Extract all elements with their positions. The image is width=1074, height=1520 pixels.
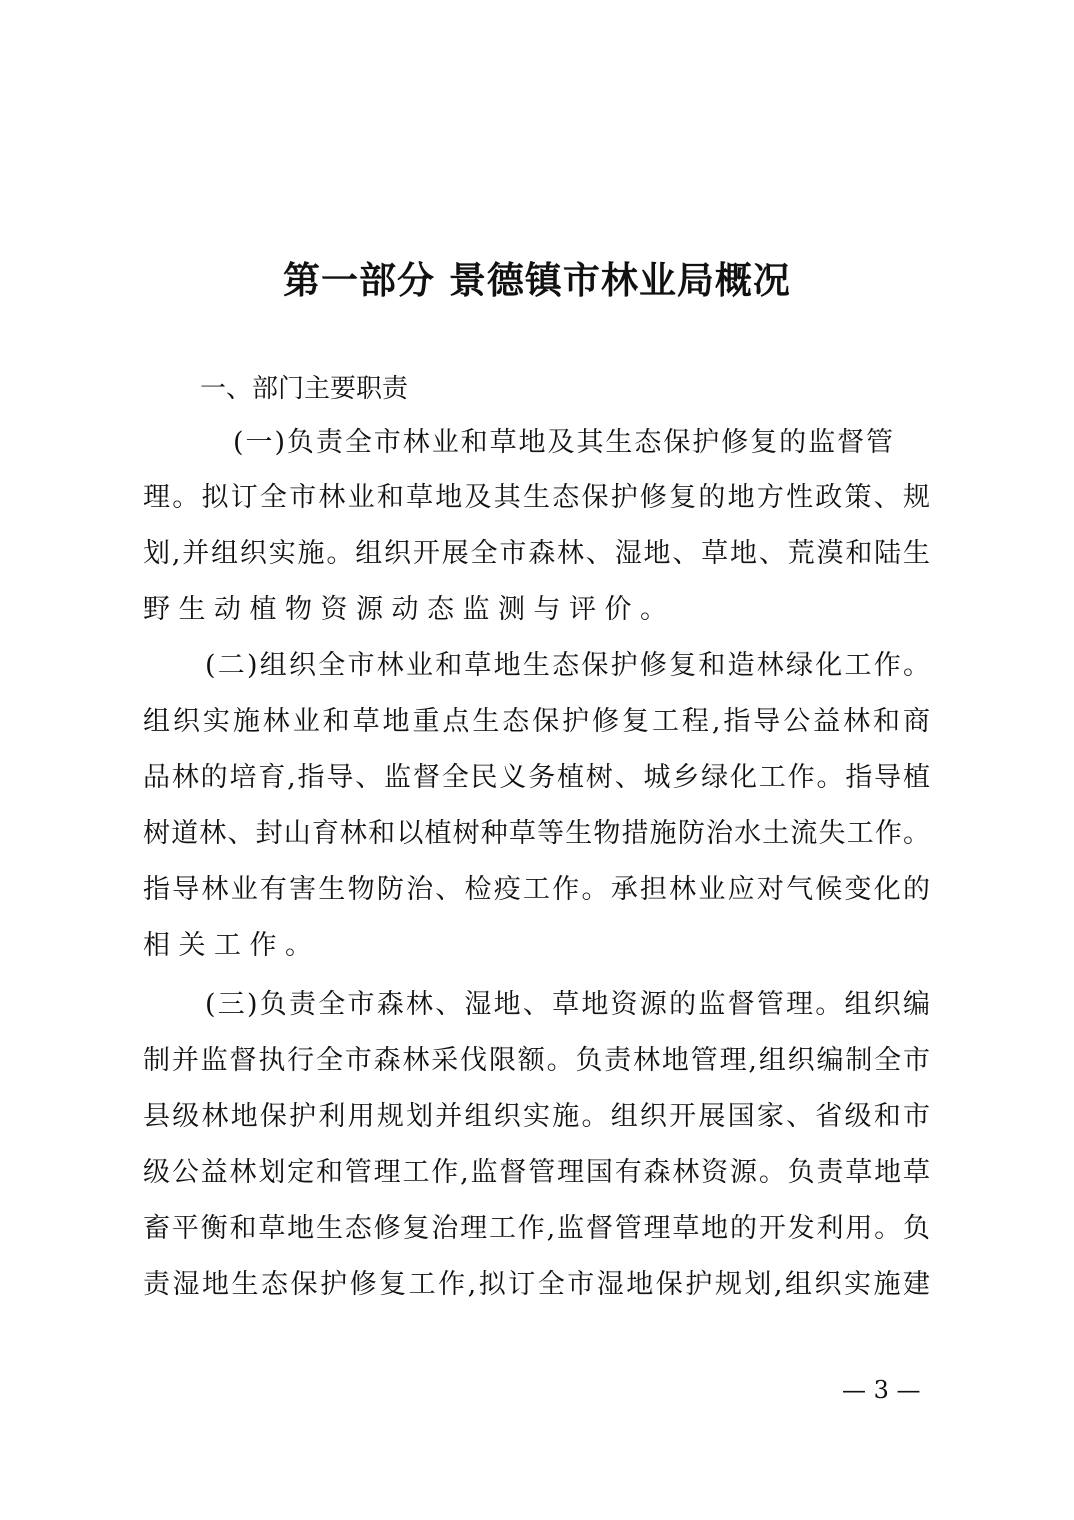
paragraph-line: (三)负责全市森林、湿地、草地资源的监督管理。组织编 bbox=[205, 989, 930, 1020]
paragraph-line: 指导林业有害生物防治、检疫工作。承担林业应对气候变化的 bbox=[143, 874, 930, 905]
page-title: 第一部分 景德镇市林业局概况 bbox=[283, 258, 791, 302]
paragraph-line: 级公益林划定和管理工作,监督管理国有森林资源。负责草地草 bbox=[143, 1157, 930, 1188]
paragraph-line: 县级林地保护利用规划并组织实施。组织开展国家、省级和市 bbox=[143, 1101, 930, 1132]
paragraph-line: 责湿地生态保护修复工作,拟订全市湿地保护规划,组织实施建 bbox=[143, 1269, 930, 1300]
page-number: — 3 — bbox=[842, 1376, 921, 1404]
paragraph-line: 制并监督执行全市森林采伐限额。负责林地管理,组织编制全市 bbox=[143, 1045, 930, 1076]
paragraph-line: (一)负责全市林业和草地及其生态保护修复的监督管 bbox=[233, 427, 893, 458]
paragraph-line: 畜平衡和草地生态修复治理工作,监督管理草地的开发利用。负 bbox=[143, 1213, 930, 1244]
paragraph-line: 相关工作。 bbox=[143, 930, 321, 961]
paragraph-line: 划,并组织实施。组织开展全市森林、湿地、草地、荒漠和陆生 bbox=[143, 538, 930, 569]
paragraph-line: 品林的培育,指导、监督全民义务植树、城乡绿化工作。指导植 bbox=[143, 762, 930, 793]
section-heading: 一、部门主要职责 bbox=[200, 374, 409, 404]
paragraph-line: 野生动植物资源动态监测与评价。 bbox=[143, 594, 676, 625]
paragraph-line: 树道林、封山育林和以植树种草等生物措施防治水土流失工作。 bbox=[143, 818, 930, 849]
paragraph-line: 组织实施林业和草地重点生态保护修复工程,指导公益林和商 bbox=[143, 706, 930, 737]
paragraph-line: 理。拟订全市林业和草地及其生态保护修复的地方性政策、规 bbox=[143, 482, 930, 513]
paragraph-line: (二)组织全市林业和草地生态保护修复和造林绿化工作。 bbox=[205, 650, 930, 681]
